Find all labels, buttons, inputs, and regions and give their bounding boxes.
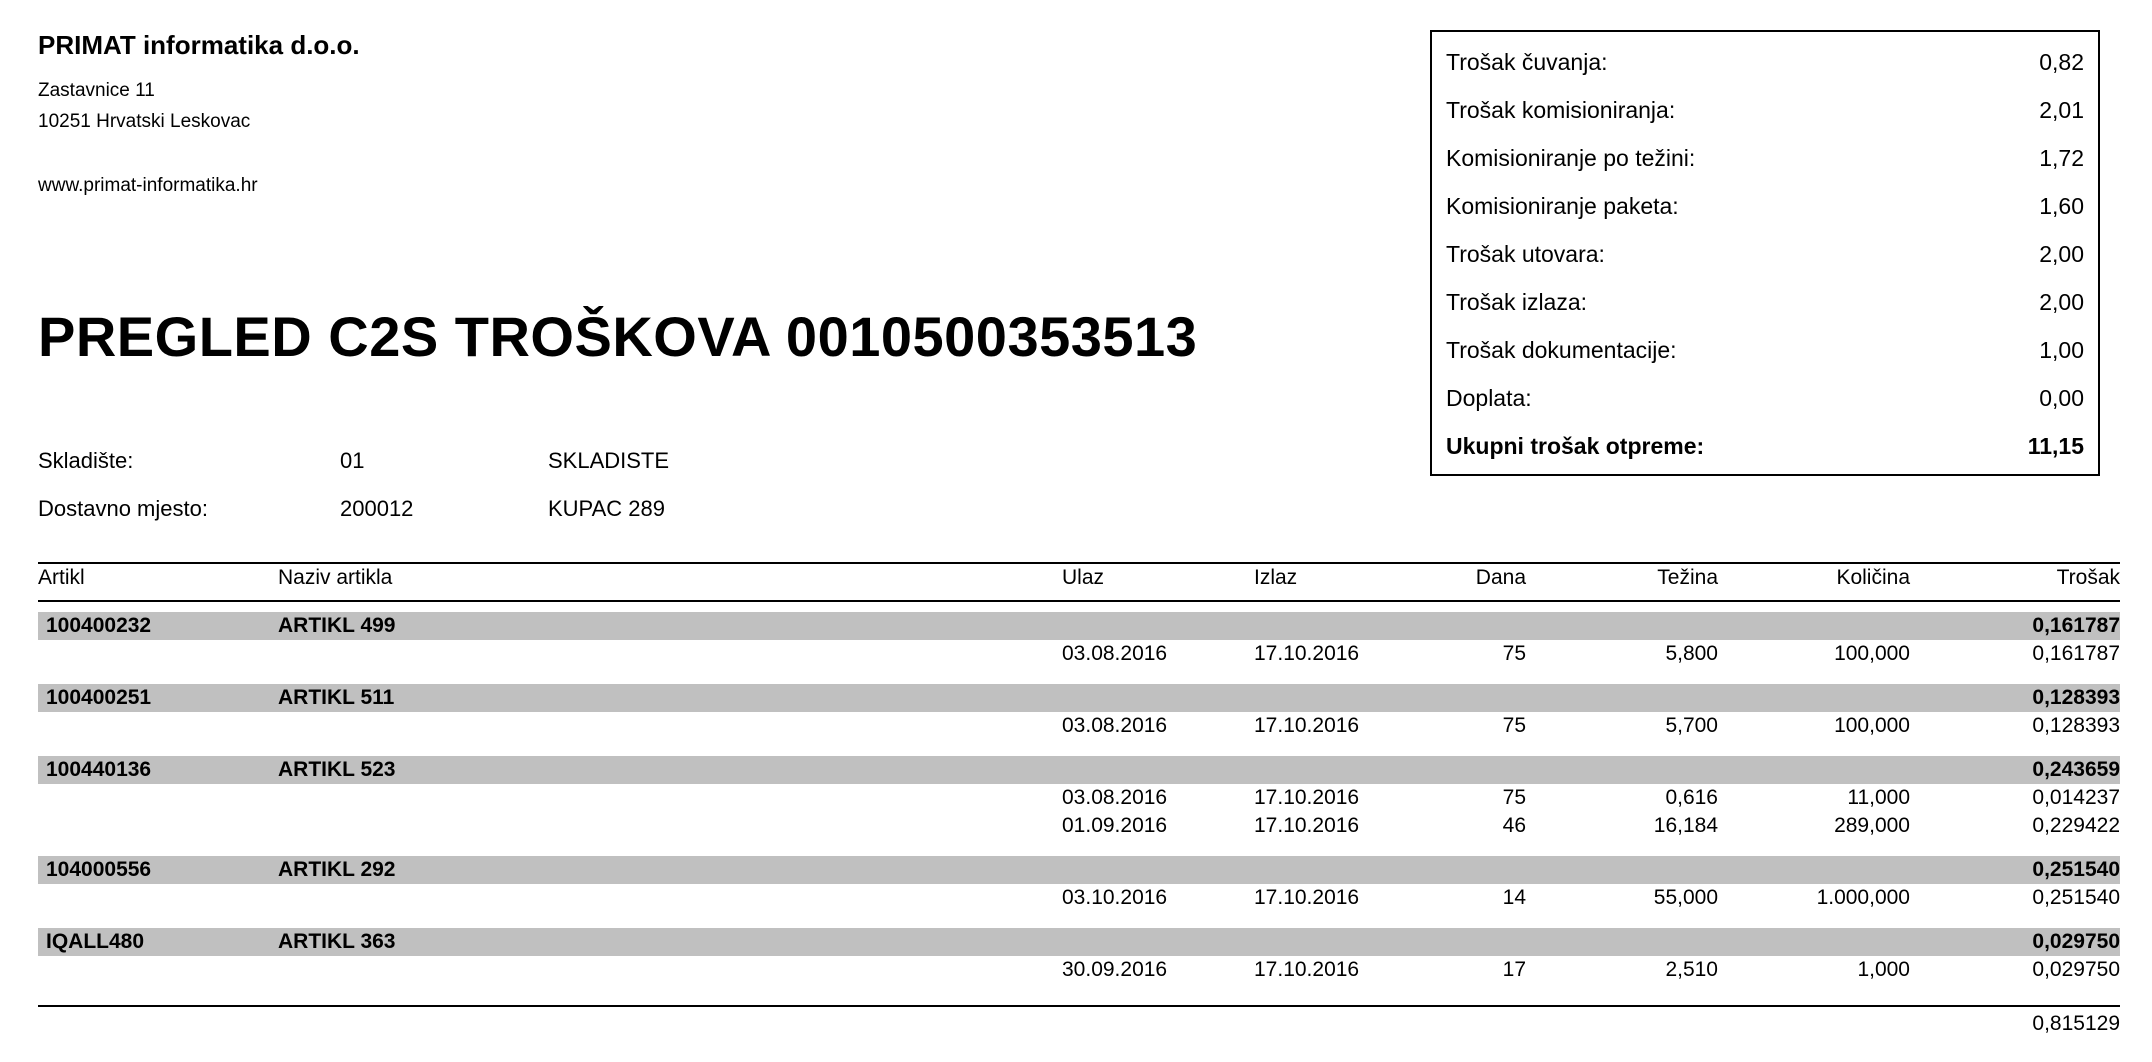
line-kolicina: 11,000 xyxy=(1847,786,1910,809)
header-article: Artikl xyxy=(38,566,85,589)
cost-row-documentation xyxy=(1446,330,2084,370)
line-trosak: 0,251540 xyxy=(2032,886,2120,909)
company-city: 10251 Hrvatski Leskovac xyxy=(38,111,251,132)
article-total: 0,128393 xyxy=(2032,686,2120,709)
article-name: ARTIKL 292 xyxy=(278,858,396,881)
line-ulaz: 03.08.2016 xyxy=(1062,786,1168,809)
article-total: 0,243659 xyxy=(2032,758,2120,781)
line-tezina: 55,000 xyxy=(1653,886,1718,909)
article-code: IQALL480 xyxy=(46,930,145,953)
header-weight: Težina xyxy=(1657,566,1718,589)
line-trosak: 0,161787 xyxy=(2032,642,2120,665)
table-top-rule xyxy=(38,562,2120,564)
header-quantity: Količina xyxy=(1836,566,1910,589)
line-ulaz: 03.08.2016 xyxy=(1062,642,1168,665)
article-code: 100440136 xyxy=(46,758,152,781)
cost-label: Trošak dokumentacije: xyxy=(1446,336,1677,363)
article-total: 0,029750 xyxy=(2032,930,2120,953)
cost-total-value: 11,15 xyxy=(2027,432,2084,459)
company-street: Zastavnice 11 xyxy=(38,80,155,101)
delivery-place-name: KUPAC 289 xyxy=(548,496,665,521)
line-tezina: 2,510 xyxy=(1665,958,1718,981)
line-dana: 75 xyxy=(1502,714,1526,737)
cost-row-total xyxy=(1446,426,2084,466)
table-header-rule xyxy=(38,600,2120,602)
cost-label: Doplata: xyxy=(1446,384,1532,411)
cost-row-loading xyxy=(1446,234,2084,274)
line-dana: 75 xyxy=(1502,786,1526,809)
cost-label: Komisioniranje po težini: xyxy=(1446,144,1696,171)
cost-row-surcharge xyxy=(1446,378,2084,418)
cost-row-exit xyxy=(1446,282,2084,322)
line-kolicina: 289,000 xyxy=(1834,814,1910,837)
page-title: PREGLED C2S TROŠKOVA 0010500353513 xyxy=(38,305,1198,368)
table-bottom-rule xyxy=(38,1005,2120,1007)
article-name: ARTIKL 523 xyxy=(278,758,396,781)
cost-value: 0,82 xyxy=(2039,48,2084,75)
delivery-place-label: Dostavno mjesto: xyxy=(38,496,208,521)
cost-value: 1,00 xyxy=(2039,336,2084,363)
cost-value: 1,72 xyxy=(2039,144,2084,171)
article-name: ARTIKL 363 xyxy=(278,930,396,953)
cost-value: 2,00 xyxy=(2039,240,2084,267)
cost-value: 2,01 xyxy=(2039,96,2084,123)
line-trosak: 0,128393 xyxy=(2032,714,2120,737)
cost-row-picking xyxy=(1446,90,2084,130)
article-code: 100400232 xyxy=(46,614,152,637)
warehouse-code: 01 xyxy=(340,448,365,473)
article-name: ARTIKL 511 xyxy=(278,686,395,709)
article-code: 104000556 xyxy=(46,858,152,881)
line-ulaz: 03.08.2016 xyxy=(1062,714,1168,737)
warehouse-label: Skladište: xyxy=(38,448,134,473)
header-exit: Izlaz xyxy=(1254,566,1298,589)
warehouse-name: SKLADISTE xyxy=(548,448,670,473)
line-trosak: 0,229422 xyxy=(2032,814,2120,837)
line-ulaz: 01.09.2016 xyxy=(1062,814,1168,837)
cost-total-label: Ukupni trošak otpreme: xyxy=(1446,432,1705,459)
cost-row-picking-weight xyxy=(1446,138,2084,178)
article-total: 0,251540 xyxy=(2032,858,2120,881)
line-dana: 17 xyxy=(1502,958,1526,981)
company-website: www.primat-informatika.hr xyxy=(38,175,258,196)
line-izlaz: 17.10.2016 xyxy=(1254,814,1360,837)
line-izlaz: 17.10.2016 xyxy=(1254,958,1360,981)
cost-label: Trošak čuvanja: xyxy=(1446,48,1608,75)
article-total: 0,161787 xyxy=(2032,614,2120,637)
line-tezina: 5,700 xyxy=(1665,714,1718,737)
cost-row-storage xyxy=(1446,42,2084,82)
line-izlaz: 17.10.2016 xyxy=(1254,786,1360,809)
line-izlaz: 17.10.2016 xyxy=(1254,642,1360,665)
grand-total: 0,815129 xyxy=(2032,1012,2120,1035)
line-izlaz: 17.10.2016 xyxy=(1254,714,1360,737)
cost-label: Komisioniranje paketa: xyxy=(1446,192,1679,219)
cost-value: 1,60 xyxy=(2039,192,2084,219)
line-kolicina: 1,000 xyxy=(1857,958,1910,981)
line-tezina: 5,800 xyxy=(1665,642,1718,665)
header-article-name: Naziv artikla xyxy=(278,566,393,589)
line-dana: 14 xyxy=(1502,886,1526,909)
article-code: 100400251 xyxy=(46,686,152,709)
header-entry: Ulaz xyxy=(1062,566,1105,589)
line-ulaz: 03.10.2016 xyxy=(1062,886,1168,909)
line-dana: 75 xyxy=(1502,642,1526,665)
cost-value: 0,00 xyxy=(2039,384,2084,411)
line-trosak: 0,029750 xyxy=(2032,958,2120,981)
delivery-place-code: 200012 xyxy=(340,496,414,521)
line-trosak: 0,014237 xyxy=(2032,786,2120,809)
line-tezina: 16,184 xyxy=(1653,814,1718,837)
line-izlaz: 17.10.2016 xyxy=(1254,886,1360,909)
line-tezina: 0,616 xyxy=(1665,786,1718,809)
cost-label: Trošak komisioniranja: xyxy=(1446,96,1676,123)
cost-label: Trošak utovara: xyxy=(1446,240,1605,267)
cost-summary-box xyxy=(1430,30,2100,476)
line-ulaz: 30.09.2016 xyxy=(1062,958,1168,981)
cost-row-picking-package xyxy=(1446,186,2084,226)
header-days: Dana xyxy=(1475,566,1526,589)
cost-label: Trošak izlaza: xyxy=(1446,288,1588,315)
company-name: PRIMAT informatika d.o.o. xyxy=(38,30,360,60)
line-kolicina: 1.000,000 xyxy=(1816,886,1910,909)
line-kolicina: 100,000 xyxy=(1834,714,1910,737)
article-name: ARTIKL 499 xyxy=(278,614,396,637)
header-cost: Trošak xyxy=(2056,566,2120,589)
cost-value: 2,00 xyxy=(2039,288,2084,315)
line-dana: 46 xyxy=(1502,814,1526,837)
line-kolicina: 100,000 xyxy=(1834,642,1910,665)
